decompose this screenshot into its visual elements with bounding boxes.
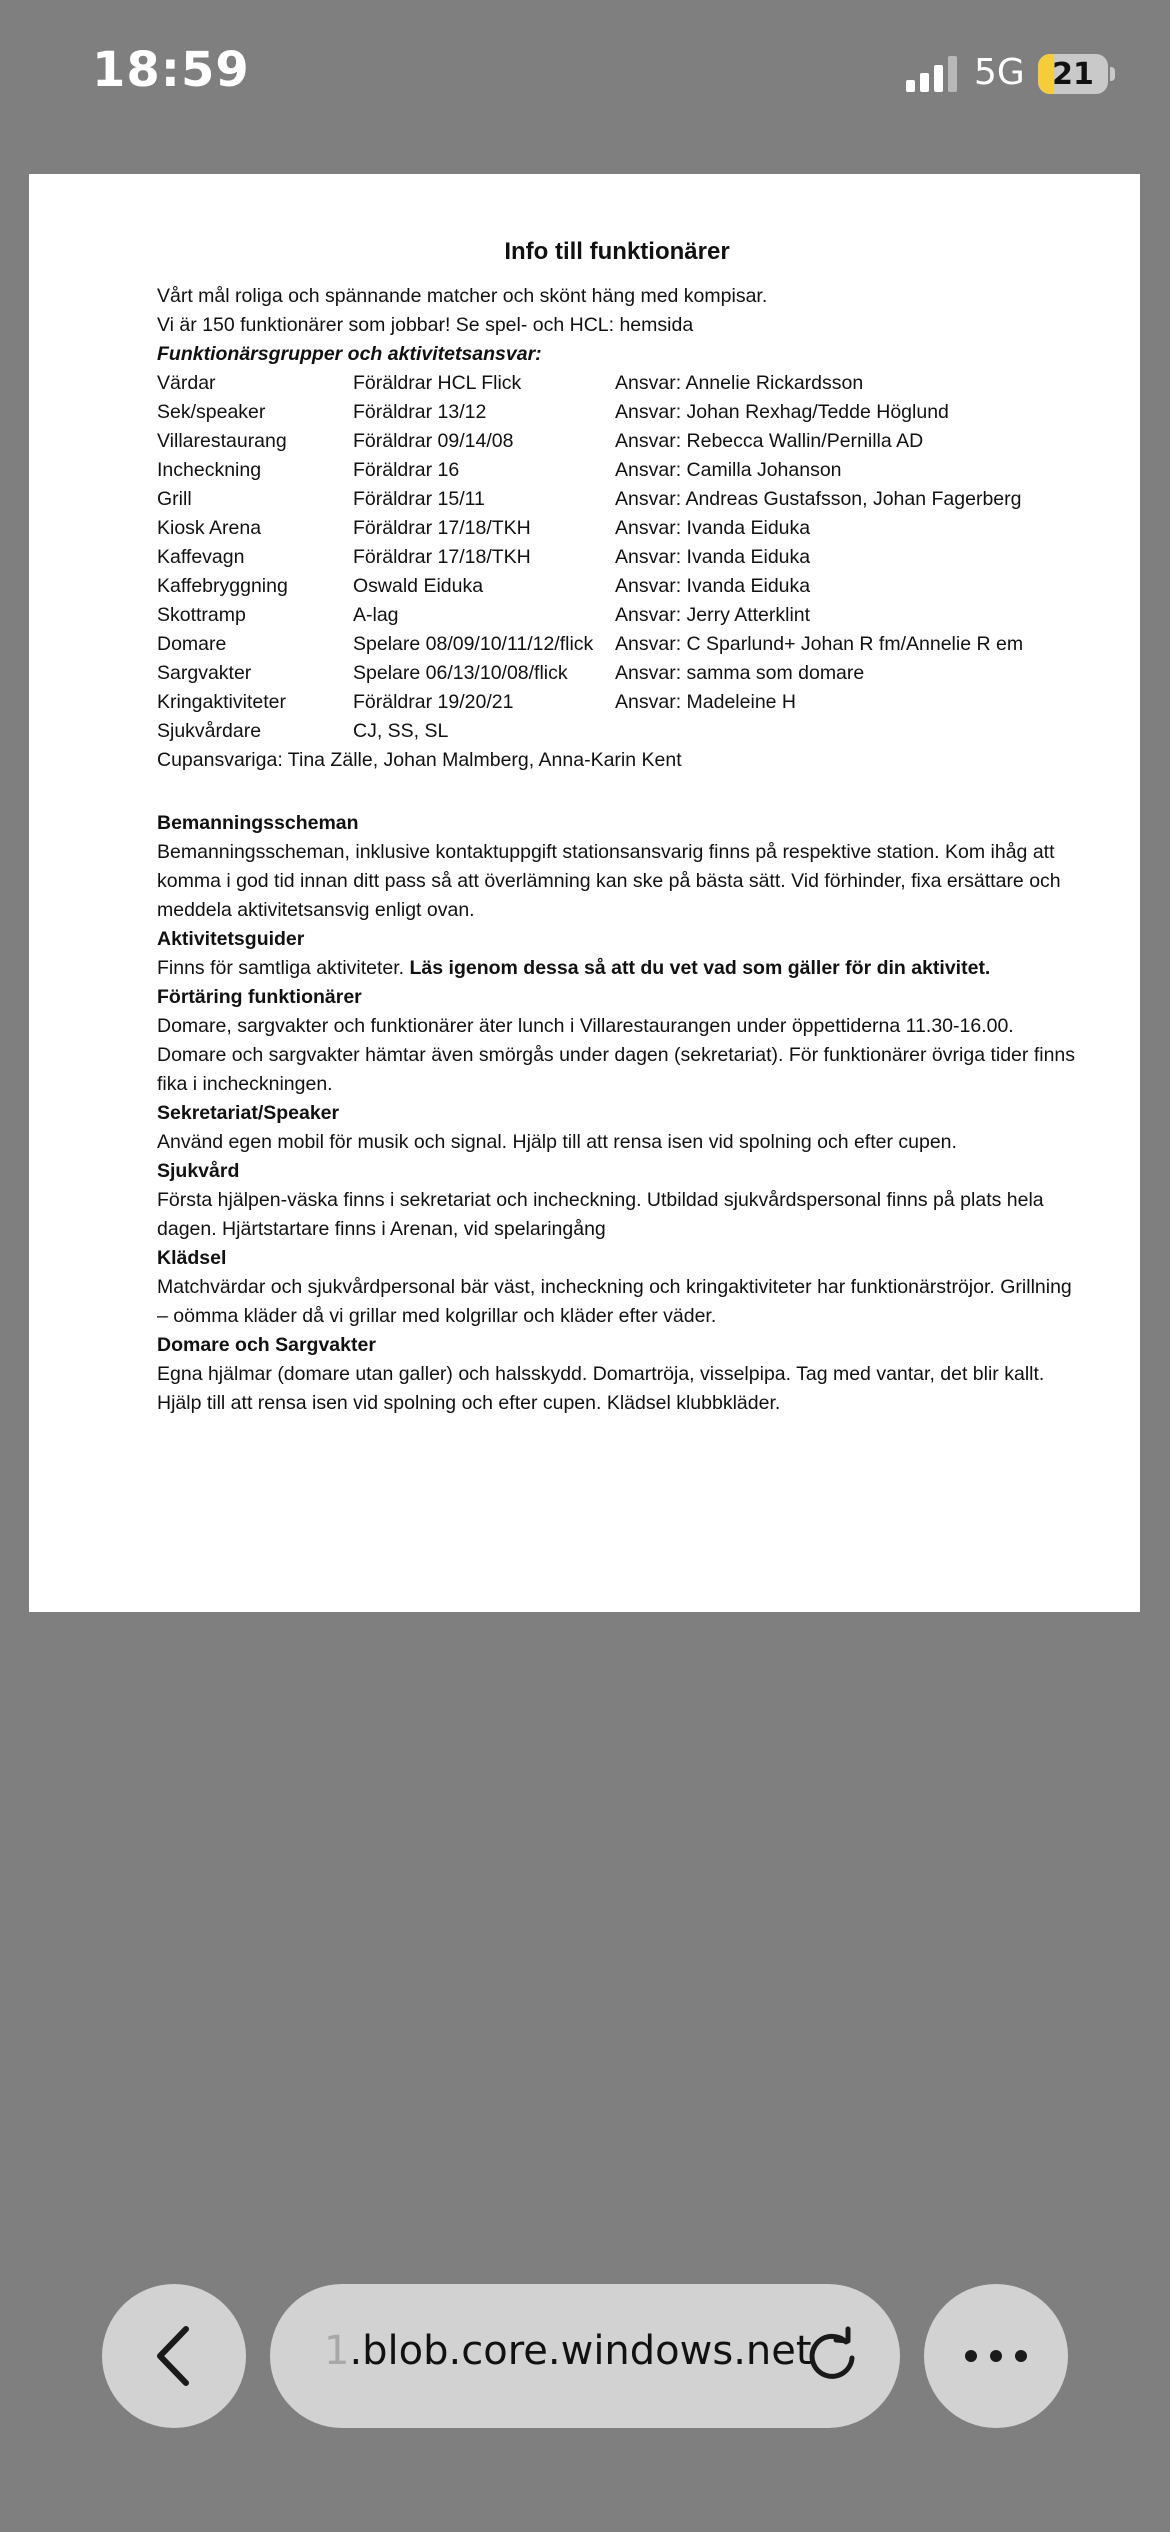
role-name: Incheckning xyxy=(157,459,262,481)
role-responsible: Ansvar: C Sparlund+ Johan R fm/Annelie R em xyxy=(615,633,1024,655)
address-bar[interactable] xyxy=(270,2284,900,2428)
guides-emphasis: Läs igenom dessa så att du vet vad som gäller för din aktivitet. xyxy=(409,957,991,979)
role-name: Domare xyxy=(157,633,227,655)
intro-line: Vårt mål roliga och spännande matcher och skönt häng med kompisar. xyxy=(157,285,768,307)
section-heading-referees: Domare och Sargvakter xyxy=(157,1334,376,1356)
battery-level: 21 xyxy=(1052,56,1094,92)
role-row xyxy=(157,427,1077,456)
role-row xyxy=(157,456,1077,485)
role-row xyxy=(157,398,1077,427)
section-body-clothing: Matchvärdar och sjukvårdpersonal bär väst, incheckning och kringaktiviteter har funktionärströjor. Grillning – oömma kläder då vi grillar med kolgrillar och kläder efter väder. xyxy=(157,1276,1072,1327)
section-heading-clothing: Klädsel xyxy=(157,1247,227,1269)
role-team: Föräldrar 17/18/TKH xyxy=(353,517,531,539)
role-responsible: Ansvar: Ivanda Eiduka xyxy=(615,517,811,539)
chevron-left-icon xyxy=(144,2321,204,2391)
section-body-referees: Egna hjälmar (domare utan galler) och halsskydd. Domartröja, visselpipa. Tag med vantar, det blir kallt. Hjälp till att rensa isen vid spolning och efter cupen. Klädsel klubbkläder. xyxy=(157,1363,1045,1414)
role-name: Kiosk Arena xyxy=(157,517,262,539)
cup-responsible: Cupansvariga: Tina Zälle, Johan Malmberg, Anna-Karin Kent xyxy=(157,749,682,771)
role-team: Föräldrar 09/14/08 xyxy=(353,430,514,452)
network-type: 5G xyxy=(974,52,1025,93)
role-responsible: Ansvar: Jerry Atterklint xyxy=(615,604,811,626)
intro-line: Vi är 150 funktionärer som jobbar! Se spel- och HCL: hemsida xyxy=(157,314,694,336)
role-name: Villarestaurang xyxy=(157,430,287,452)
role-row xyxy=(157,369,1077,398)
document-content xyxy=(157,236,1077,1418)
role-row xyxy=(157,514,1077,543)
battery-tip xyxy=(1110,67,1115,81)
role-responsible: Ansvar: Ivanda Eiduka xyxy=(615,546,811,568)
role-team: Oswald Eiduka xyxy=(353,575,484,597)
roles-table xyxy=(157,369,1077,746)
role-responsible: Ansvar: Camilla Johanson xyxy=(615,459,842,481)
url-text[interactable] xyxy=(324,2328,812,2374)
section-heading-secretariat: Sekretariat/Speaker xyxy=(157,1102,340,1124)
role-row xyxy=(157,543,1077,572)
role-responsible: Ansvar: Andreas Gustafsson, Johan Fagerberg xyxy=(615,488,1022,510)
role-team: A-lag xyxy=(353,604,399,626)
role-team: Föräldrar 19/20/21 xyxy=(353,691,514,713)
role-name: Sargvakter xyxy=(157,662,252,684)
status-time: 18:59 xyxy=(92,42,250,98)
groups-heading: Funktionärsgrupper och aktivitetsansvar: xyxy=(157,343,542,365)
role-responsible: Ansvar: Madeleine H xyxy=(615,691,797,713)
section-body-medical: Första hjälpen-väska finns i sekretariat och incheckning. Utbildad sjukvårdspersonal finns på plats hela dagen. Hjärtstartare finns i Arenan, vid spelaringång xyxy=(157,1189,1044,1240)
role-name: Sjukvårdare xyxy=(157,720,262,742)
role-row xyxy=(157,601,1077,630)
role-responsible: Ansvar: Ivanda Eiduka xyxy=(615,575,811,597)
role-responsible: Ansvar: Annelie Rickardsson xyxy=(615,372,864,394)
role-row xyxy=(157,659,1077,688)
role-row xyxy=(157,572,1077,601)
back-button[interactable] xyxy=(102,2284,246,2428)
section-body-guides xyxy=(157,954,1077,983)
role-row xyxy=(157,485,1077,514)
document-page xyxy=(29,174,1140,1612)
section-heading-food: Förtäring funktionärer xyxy=(157,986,362,1008)
role-row xyxy=(157,688,1077,717)
role-row xyxy=(157,630,1077,659)
ellipsis-icon xyxy=(961,2346,1031,2366)
role-name: Skottramp xyxy=(157,604,246,626)
role-team: CJ, SS, SL xyxy=(353,720,449,742)
role-name: Värdar xyxy=(157,372,216,394)
role-team: Föräldrar 13/12 xyxy=(353,401,487,423)
url-domain: .blob.core.windows.net xyxy=(349,2328,812,2374)
role-name: Kringaktiviteter xyxy=(157,691,286,713)
role-name: Kaffebryggning xyxy=(157,575,288,597)
battery-icon xyxy=(1038,54,1108,94)
role-team: Föräldrar 15/11 xyxy=(353,488,485,510)
role-responsible: Ansvar: Johan Rexhag/Tedde Höglund xyxy=(615,401,949,423)
document-title: Info till funktionärer xyxy=(504,238,730,265)
role-name: Sek/speaker xyxy=(157,401,266,423)
role-responsible: Ansvar: Rebecca Wallin/Pernilla AD xyxy=(615,430,924,452)
role-team: Spelare 06/13/10/08/flick xyxy=(353,662,568,684)
role-team: Föräldrar 17/18/TKH xyxy=(353,546,531,568)
role-row xyxy=(157,717,1077,746)
section-body-food: Domare, sargvakter och funktionärer äter lunch i Villarestaurangen under öppettiderna 11.30-16.00. Domare och sargvakter hämtar även smörgås under dagen (sekretariat). För funktionärer övriga tider finns fika i incheckningen. xyxy=(157,1015,1076,1095)
role-name: Grill xyxy=(157,488,192,510)
section-body-staffing: Bemanningsscheman, inklusive kontaktuppgift stationsansvarig finns på respektive station. Kom ihåg att komma i god tid innan ditt pass så att överlämning kan ske på bästa sätt. Vid förhinder, fixa ersättare och meddela aktivitetsansvig enligt ovan. xyxy=(157,841,1061,921)
reload-icon[interactable] xyxy=(802,2326,862,2386)
section-body-secretariat: Använd egen mobil för musik och signal. Hjälp till att rensa isen vid spolning och efter cupen. xyxy=(157,1131,957,1153)
more-options-button[interactable] xyxy=(924,2284,1068,2428)
guides-text: Finns för samtliga aktiviteter. xyxy=(157,957,410,979)
role-team: Föräldrar 16 xyxy=(353,459,460,481)
role-name: Kaffevagn xyxy=(157,546,245,568)
section-heading-guides: Aktivitetsguider xyxy=(157,928,305,950)
role-responsible: Ansvar: samma som domare xyxy=(615,662,865,684)
cellular-signal-icon xyxy=(906,56,960,92)
section-heading-medical: Sjukvård xyxy=(157,1160,240,1182)
role-team: Spelare 08/09/10/11/12/flick xyxy=(353,633,594,655)
section-heading-staffing: Bemanningsscheman xyxy=(157,812,359,834)
url-prefix: 1 xyxy=(324,2328,350,2374)
role-team: Föräldrar HCL Flick xyxy=(353,372,522,394)
